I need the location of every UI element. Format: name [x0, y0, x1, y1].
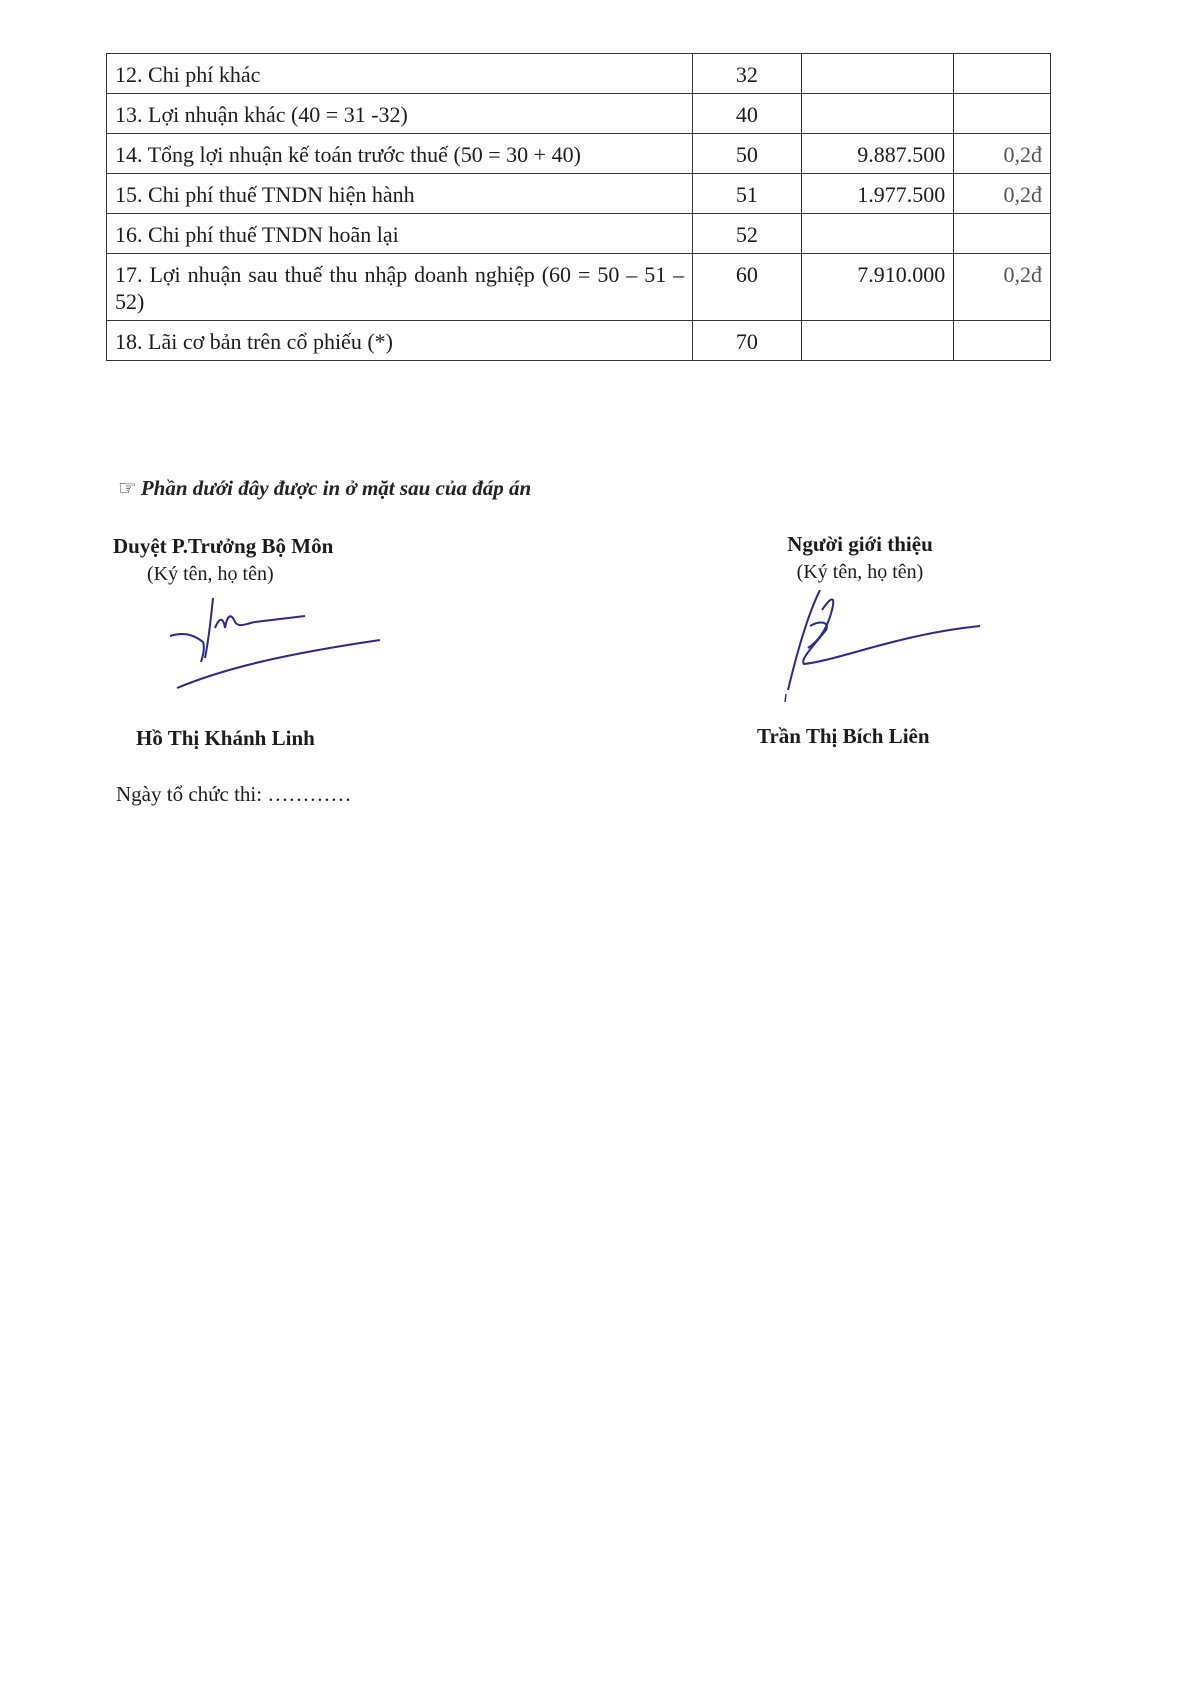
row-points: 0,2đ: [954, 134, 1051, 174]
row-code: 50: [693, 134, 801, 174]
approver-block: [113, 532, 373, 588]
row-label: 14. Tổng lợi nhuận kế toán trước thuế (50 = 30 + 40): [107, 134, 693, 174]
row-value: [801, 54, 954, 94]
table-row: [107, 321, 1051, 361]
row-value: 9.887.500: [801, 134, 954, 174]
row-code: 70: [693, 321, 801, 361]
table-body: [107, 54, 1051, 361]
table-row: [107, 94, 1051, 134]
approver-signature: [165, 588, 395, 698]
row-points: [954, 214, 1051, 254]
row-points: [954, 94, 1051, 134]
row-code: 40: [693, 94, 801, 134]
table-row: [107, 174, 1051, 214]
row-value: 7.910.000: [801, 254, 954, 321]
approver-title: Duyệt P.Trưởng Bộ Môn: [113, 534, 334, 558]
table-row: [107, 54, 1051, 94]
row-value: 1.977.500: [801, 174, 954, 214]
introducer-signature: [780, 590, 1000, 710]
row-value: [801, 94, 954, 134]
approver-name: Hồ Thị Khánh Linh: [136, 726, 315, 750]
row-code: 52: [693, 214, 801, 254]
row-points: [954, 321, 1051, 361]
introducer-name: Trần Thị Bích Liên: [757, 724, 930, 748]
exam-date-line: Ngày tổ chức thi: …………: [116, 782, 352, 806]
row-label: 17. Lợi nhuận sau thuế thu nhập doanh nghiệp (60 = 50 – 51 – 52): [107, 254, 693, 321]
row-label: 12. Chi phí khác: [107, 54, 693, 94]
approver-sign-instruction: (Ký tên, họ tên): [147, 563, 274, 585]
row-value: [801, 321, 954, 361]
row-label: 18. Lãi cơ bản trên cổ phiếu (*): [107, 321, 693, 361]
income-statement-table: [106, 53, 1051, 361]
back-side-note: [118, 476, 531, 501]
table-row: [107, 214, 1051, 254]
row-value: [801, 214, 954, 254]
row-code: 51: [693, 174, 801, 214]
row-points: [954, 54, 1051, 94]
row-label: 16. Chi phí thuế TNDN hoãn lại: [107, 214, 693, 254]
row-label: 13. Lợi nhuận khác (40 = 31 -32): [107, 94, 693, 134]
note-text: Phần dưới đây được in ở mặt sau của đáp án: [140, 476, 532, 500]
table-row: [107, 134, 1051, 174]
row-points: 0,2đ: [954, 254, 1051, 321]
row-label: 15. Chi phí thuế TNDN hiện hành: [107, 174, 693, 214]
introducer-sign-instruction: (Ký tên, họ tên): [796, 561, 924, 583]
row-points: 0,2đ: [954, 174, 1051, 214]
introducer-block: [740, 530, 980, 586]
introducer-title: Người giới thiệu: [787, 532, 933, 556]
pointing-hand-icon: ☞: [118, 476, 137, 500]
row-code: 60: [693, 254, 801, 321]
table-row: [107, 254, 1051, 321]
row-code: 32: [693, 54, 801, 94]
